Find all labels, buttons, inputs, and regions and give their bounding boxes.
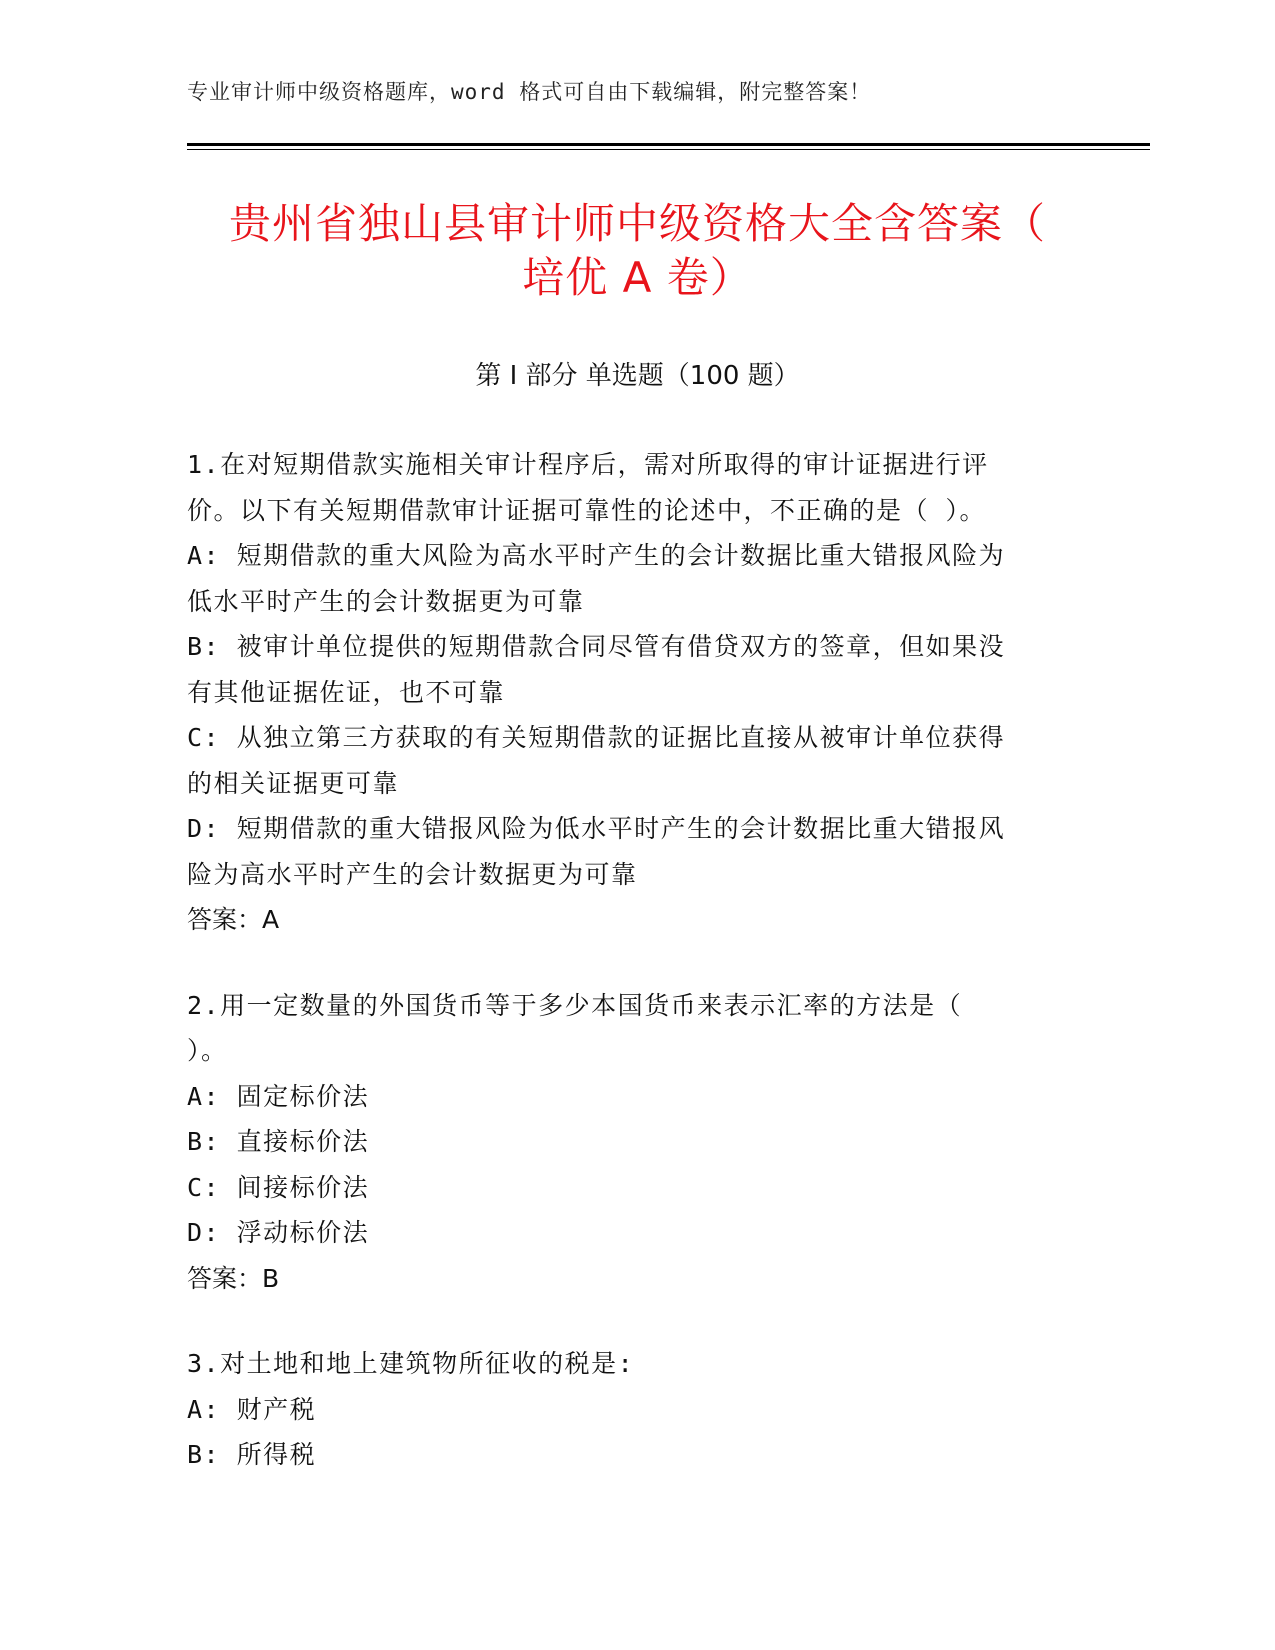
question-1-option-d: D: 短期借款的重大错报风险为低水平时产生的会计数据比重大错报风 (187, 814, 1006, 843)
question-1-option-a-cont: 低水平时产生的会计数据更为可靠 (187, 586, 585, 616)
question-2-stem-line-1: 2.用一定数量的外国货币等于多少本国货币来表示汇率的方法是（ (187, 990, 963, 1020)
question-1 (187, 442, 1087, 943)
question-1-answer: 答案：A (187, 905, 280, 934)
question-3 (187, 1341, 1087, 1478)
question-2-answer: 答案：B (187, 1263, 280, 1293)
question-2-stem-line-2: ）。 (187, 1036, 228, 1065)
question-3-option-a: A: 财产税 (187, 1394, 317, 1424)
question-2-option-d: D: 浮动标价法 (187, 1218, 370, 1247)
question-1-option-a: A: 短期借款的重大风险为高水平时产生的会计数据比重大错报风险为 (187, 541, 1006, 570)
question-1-stem-line-1: 1.在对短期借款实施相关审计程序后，需对所取得的审计证据进行评 (187, 450, 989, 479)
question-3-option-b: B: 所得税 (187, 1440, 317, 1469)
question-1-stem-line-2: 价。以下有关短期借款审计证据可靠性的论述中，不正确的是（ ）。 (187, 495, 987, 525)
question-2 (187, 983, 1087, 1302)
header-divider-thin (187, 149, 1150, 150)
header-divider-thick (187, 143, 1150, 146)
question-list (187, 442, 1087, 1518)
question-1-option-d-cont: 险为高水平时产生的会计数据更为可靠 (187, 859, 638, 889)
question-1-option-c: C: 从独立第三方获取的有关短期借款的证据比直接从被审计单位获得 (187, 723, 1006, 752)
question-1-option-c-cont: 的相关证据更可靠 (187, 768, 400, 798)
question-3-stem-line-1: 3.对土地和地上建筑物所征收的税是: (187, 1349, 635, 1378)
title-line-2: 培优 A 卷） (522, 253, 753, 302)
question-2-option-c: C: 间接标价法 (187, 1172, 370, 1202)
section-title: 第 I 部分 单选题（100 题） (475, 361, 800, 391)
document-title (150, 197, 1125, 305)
question-2-option-b: B: 直接标价法 (187, 1127, 370, 1156)
header-note: 专业审计师中级资格题库，word 格式可自由下载编辑，附完整答案！ (187, 80, 872, 104)
title-line-1: 贵州省独山县审计师中级资格大全含答案（ (228, 199, 1046, 248)
question-1-option-b-cont: 有其他证据佐证，也不可靠 (187, 677, 506, 707)
question-2-option-a: A: 固定标价法 (187, 1081, 370, 1111)
question-1-option-b: B: 被审计单位提供的短期借款合同尽管有借贷双方的签章，但如果没 (187, 632, 1006, 661)
